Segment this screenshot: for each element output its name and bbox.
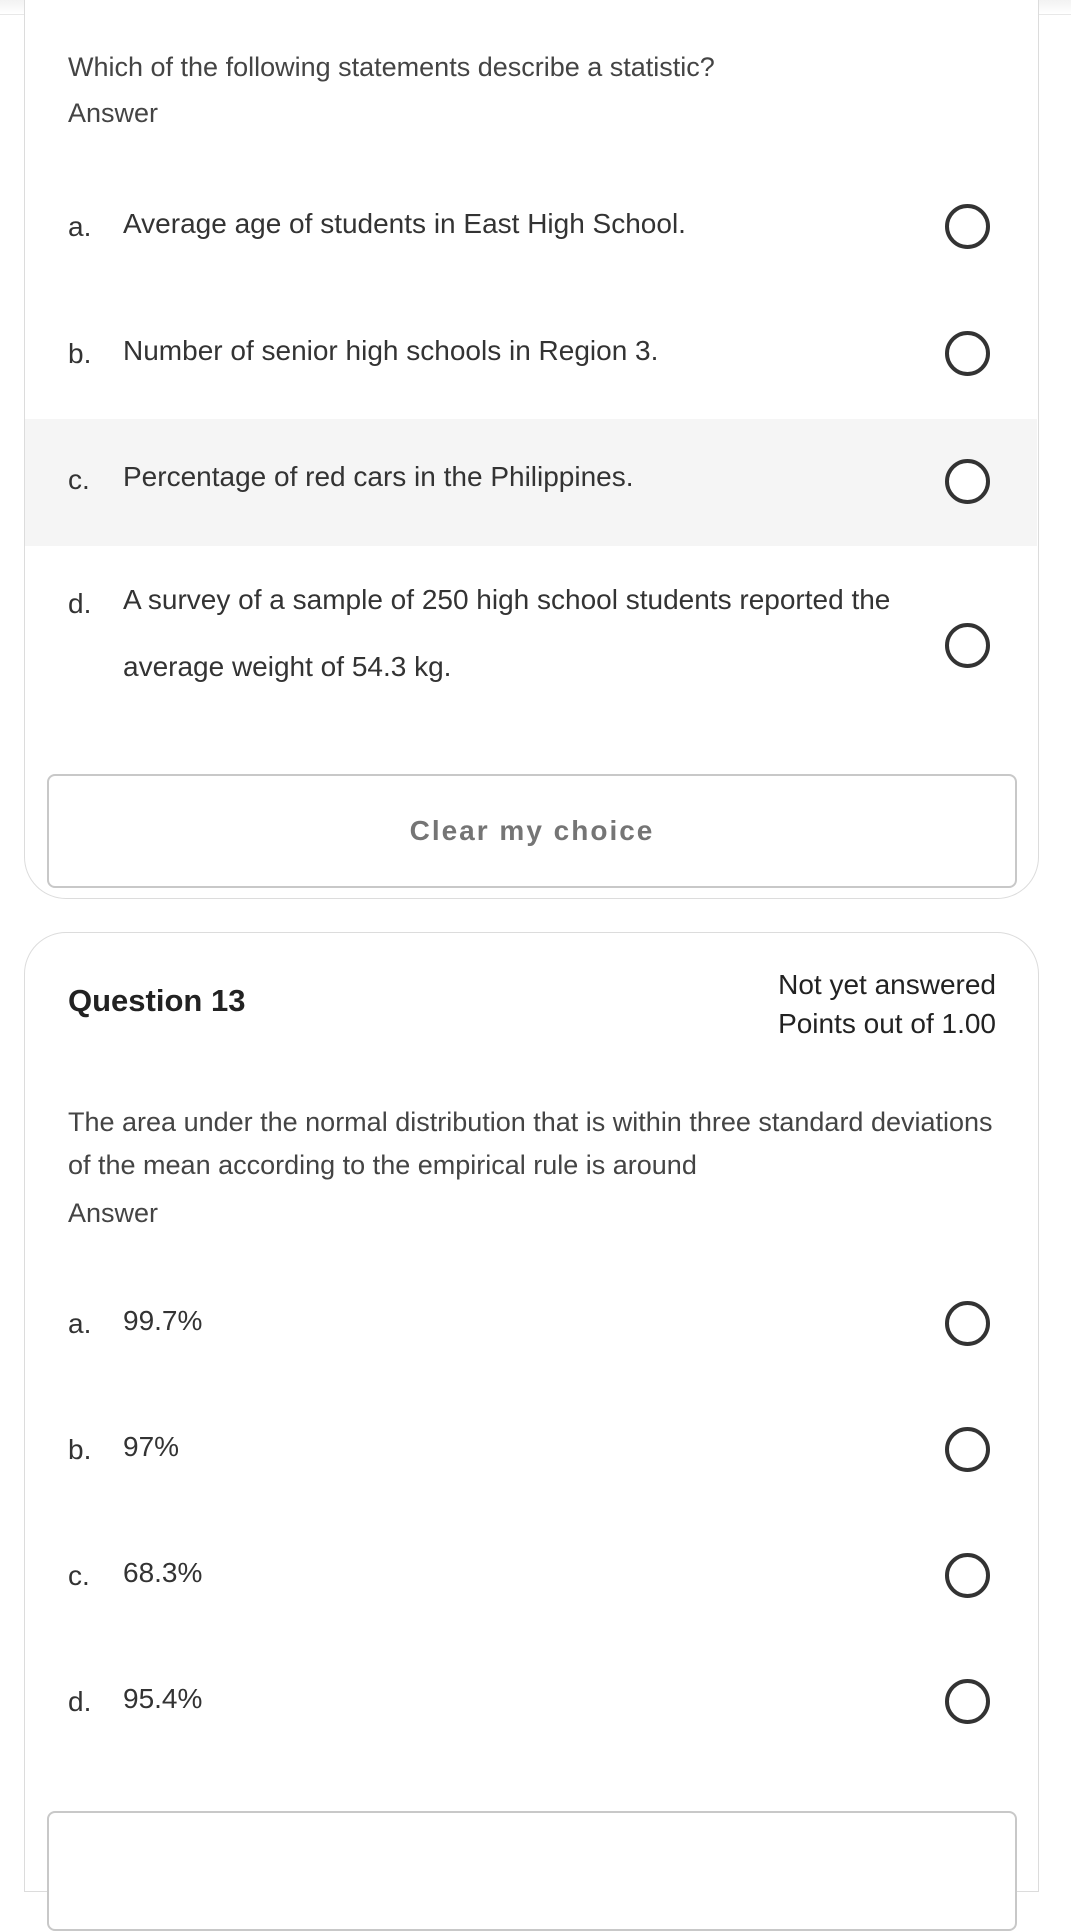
- answer-label: Answer: [68, 1198, 159, 1228]
- option-letter: d.: [68, 1686, 92, 1717]
- radio-button[interactable]: [945, 204, 990, 249]
- option-text: Average age of students in East High School.: [123, 208, 686, 239]
- question-card-13: [24, 932, 1039, 1892]
- clear-choice-button[interactable]: Clear my choice: [47, 774, 1017, 888]
- question-text: The area under the normal distribution that is within three standard deviations of the mean according to the empirical rule is around: [68, 1107, 993, 1180]
- radio-button[interactable]: [945, 1427, 990, 1472]
- option-text: 99.7%: [123, 1305, 203, 1336]
- option-b[interactable]: [25, 293, 1037, 418]
- option-c[interactable]: [25, 419, 1037, 546]
- option-a[interactable]: [25, 1263, 1037, 1388]
- option-text: Number of senior high schools in Region 3.: [123, 335, 659, 366]
- radio-button[interactable]: [945, 1553, 990, 1598]
- question-card-previous: [24, 0, 1039, 899]
- option-letter: c.: [68, 464, 90, 495]
- option-letter: b.: [68, 338, 92, 369]
- option-letter: c.: [68, 1560, 90, 1591]
- clear-choice-button-partial[interactable]: [47, 1811, 1017, 1931]
- option-letter: b.: [68, 1434, 92, 1465]
- option-d[interactable]: [25, 546, 1037, 736]
- option-text: A survey of a sample of 250 high school students reported the average weight of 54.3 kg.: [123, 584, 891, 682]
- question-number: Question 13: [68, 983, 246, 1018]
- option-d[interactable]: [25, 1641, 1037, 1766]
- option-text: 95.4%: [123, 1683, 203, 1714]
- radio-button[interactable]: [945, 623, 990, 668]
- radio-button[interactable]: [945, 459, 990, 504]
- option-a[interactable]: [25, 166, 1037, 291]
- option-text: 68.3%: [123, 1557, 203, 1588]
- radio-button[interactable]: [945, 331, 990, 376]
- option-letter: d.: [68, 588, 92, 619]
- question-text: Which of the following statements describe a statistic?: [68, 52, 715, 82]
- option-text: 97%: [123, 1431, 180, 1462]
- answer-label: Answer: [68, 98, 159, 128]
- option-text: Percentage of red cars in the Philippines.: [123, 461, 634, 492]
- option-letter: a.: [68, 1308, 92, 1339]
- question-status: [778, 965, 996, 1043]
- status-text: Not yet answered: [778, 969, 996, 1000]
- option-letter: a.: [68, 211, 92, 242]
- radio-button[interactable]: [945, 1679, 990, 1724]
- option-c[interactable]: [25, 1515, 1037, 1640]
- option-b[interactable]: [25, 1389, 1037, 1514]
- points-text: Points out of 1.00: [778, 1008, 996, 1039]
- radio-button[interactable]: [945, 1301, 990, 1346]
